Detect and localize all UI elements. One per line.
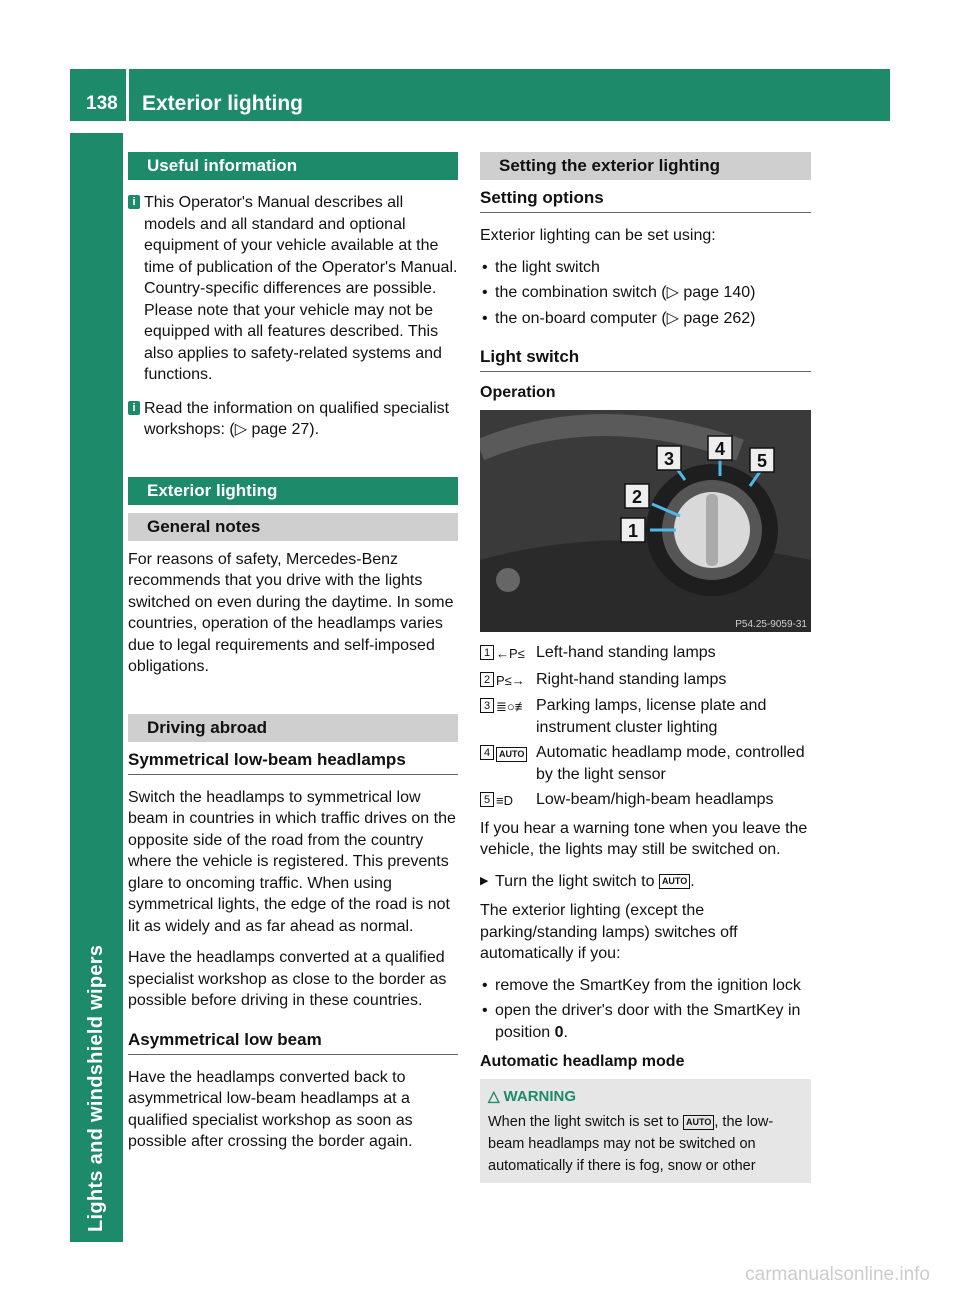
warning-title: △ WARNING xyxy=(488,1088,577,1105)
options-list xyxy=(480,257,811,330)
setting-options-heading: Setting options xyxy=(480,180,811,213)
auto-off-text: The exterior lighting (except the parking/standing lamps) switches off automatically if you: xyxy=(480,902,738,962)
legend-text: Left-hand standing lamps xyxy=(536,644,716,661)
standing-lamp-right-icon: P≤→ xyxy=(496,672,525,688)
list-item: • the light switch xyxy=(480,257,811,279)
left-column xyxy=(128,152,458,1163)
legend-item xyxy=(480,642,811,665)
legend-number: 4 xyxy=(480,745,494,760)
watermark: carmanualsonline.info xyxy=(745,1264,930,1285)
header-divider xyxy=(126,69,129,121)
section-title: Exterior lighting xyxy=(142,92,304,115)
legend-text: Parking lamps, license plate and instrument cluster lighting xyxy=(536,697,767,736)
symmetrical-text-2: Have the headlamps converted at a qualified specialist workshop as close to the border as possible before driving in these countries. xyxy=(128,949,447,1009)
light-switch-illustration xyxy=(480,410,811,632)
callout-4: 4 xyxy=(714,439,726,459)
instruction-step: ▶ Turn the light switch to AUTO . xyxy=(480,871,811,893)
info-icon: i xyxy=(128,195,140,209)
parking-lamp-icon: ≣○≢ xyxy=(496,699,528,714)
light-switch-heading: Light switch xyxy=(480,339,811,372)
general-notes-heading: General notes xyxy=(128,513,458,541)
warning-tone-text: If you hear a warning tone when you leave the vehicle, the lights may still be switched on. xyxy=(480,819,808,858)
legend-item xyxy=(480,695,811,738)
legend-number: 3 xyxy=(480,698,494,713)
list-item: • the on-board computer (▷ page 262) xyxy=(480,308,811,330)
page-number: 138 xyxy=(86,93,118,114)
warning-text: When the light switch is set to AUTO , the low-beam headlamps may not be switched on automatically if there is fog, snow or other xyxy=(488,1114,774,1174)
chapter-sidebar xyxy=(70,133,123,1242)
info-note xyxy=(128,398,458,441)
auto-icon: AUTO xyxy=(683,1115,714,1130)
image-code: P54.25-9059-31 xyxy=(735,619,807,630)
list-item: • remove the SmartKey from the ignition lock xyxy=(480,975,811,997)
right-column xyxy=(480,152,811,1183)
operation-label: Operation xyxy=(480,384,556,401)
position-value: 0 xyxy=(554,1023,564,1041)
useful-info-heading: Useful information xyxy=(128,152,458,180)
callout-3: 3 xyxy=(663,449,675,469)
list-item: • open the driver's door with the SmartKey in position 0. xyxy=(480,1000,811,1043)
legend-text: Right-hand standing lamps xyxy=(536,670,727,688)
legend-text: Low-beam/high-beam headlamps xyxy=(536,791,774,808)
driving-abroad-heading: Driving abroad xyxy=(128,714,458,742)
callout-5: 5 xyxy=(756,451,768,471)
setting-heading: Setting the exterior lighting xyxy=(480,152,811,180)
asymmetrical-heading: Asymmetrical low beam xyxy=(128,1022,458,1055)
callout-1: 1 xyxy=(627,521,639,541)
asymmetrical-text: Have the headlamps converted back to asymmetrical low-beam headlamps at a qualified specialist workshop as soon as possible after crossing the border again. xyxy=(128,1068,413,1150)
info-icon: i xyxy=(128,401,140,415)
options-intro: Exterior lighting can be set using: xyxy=(480,227,716,244)
chapter-title: Lights and windshield wipers xyxy=(85,944,107,1232)
standing-lamp-left-icon: ←P≤ xyxy=(496,646,525,661)
legend-item xyxy=(480,789,811,812)
warning-box xyxy=(480,1079,811,1183)
auto-off-list xyxy=(480,975,811,1044)
legend-number: 2 xyxy=(480,672,494,687)
symmetrical-heading: Symmetrical low-beam headlamps xyxy=(128,742,458,775)
auto-icon: AUTO xyxy=(659,874,690,889)
info-text: This Operator's Manual describes all models and all standard and optional equipment of your vehicle available at the time of publication of the Operator's Manual. Country-specific differences are possible. Please note that your vehicle may not be equipped with all features described. This also applies to safety-related systems and functions. xyxy=(144,194,458,383)
legend-number: 1 xyxy=(480,645,494,660)
legend-number: 5 xyxy=(480,792,494,807)
light-switch-photo xyxy=(480,410,811,632)
low-beam-icon: ≡D xyxy=(496,793,513,808)
callout-2: 2 xyxy=(631,487,643,507)
legend-text: Automatic headlamp mode, controlled by the light sensor xyxy=(536,744,805,783)
legend-item xyxy=(480,742,811,785)
legend-item xyxy=(480,669,811,692)
step-text: Turn the light switch to xyxy=(495,872,655,890)
info-text: Read the information on qualified specialist workshops: (▷ page 27). xyxy=(144,399,450,438)
general-notes-text: For reasons of safety, Mercedes-Benz recommends that you drive with the lights switched on even during the daytime. In some countries, operation of the headlamps varies due to legal requirements and self-imposed obligations. xyxy=(128,550,454,675)
auto-mode-heading: Automatic headlamp mode xyxy=(480,1053,685,1070)
page-header xyxy=(70,69,890,121)
warning-triangle-icon: △ xyxy=(488,1088,500,1105)
auto-headlamp-icon: AUTO xyxy=(496,743,536,785)
list-item: • the combination switch (▷ page 140) xyxy=(480,282,811,304)
symmetrical-text: Switch the headlamps to symmetrical low beam in countries in which traffic drives on the opposite side of the road from the country where the vehicle is registered. This prevents glare to oncoming traffic. When using symmetrical lights, the edge of the road is not lit as widely and as far ahead as normal. xyxy=(128,788,456,935)
exterior-lighting-heading: Exterior lighting xyxy=(128,477,458,505)
info-note xyxy=(128,192,458,386)
